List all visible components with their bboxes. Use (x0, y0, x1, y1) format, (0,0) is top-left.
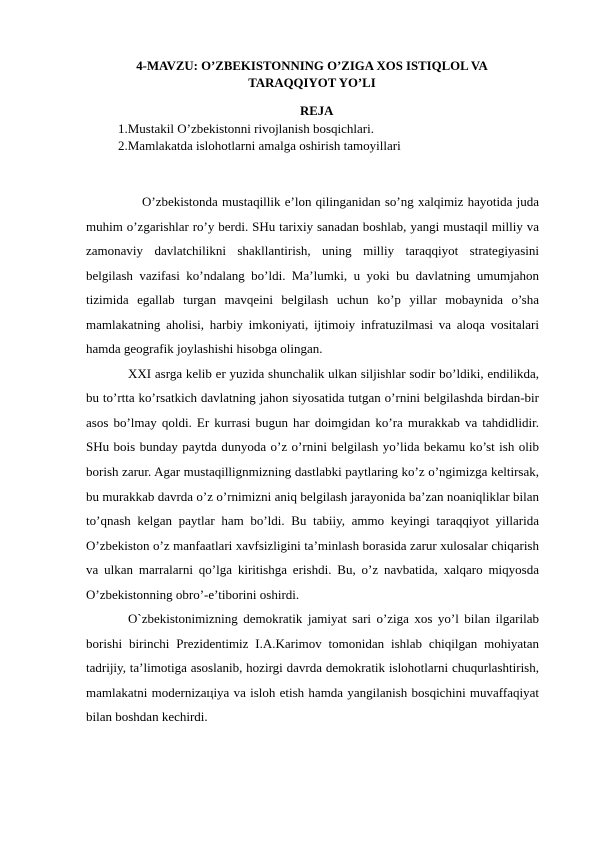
plan-item: 2.Mamlakatda islohotlarni amalga oshirish tamoyillari (118, 138, 401, 153)
paragraph: XXI asrga kelib er yuzida shunchalik ulkan siljishlar sodir bo’ldiki, endilikda, bu to’rtta ko’rsatkich davlatning jahon siyosatida tutgan o’rnini belgilashda birdan-bir asos bo’lmay qoldi. Er kurrasi bugun har doimgidan ko’ra murakkab va tahdidlidir. SHu bois bunday paytda dunyoda o’z o’rnini belgilash yo’lida bekamu ko’st ish olib borish zarur. Agar mustaqillignmizning dastlabki paytlaring ko’z o’ngimizga keltirsak, bu murakkab davrda o’z o’rnimizni aniq belgilash jarayonida ba’zan noaniqliklar bilan to’qnash kelgan paytlar ham bo’ldi. Bu tabiiy, ammo keyingi taraqqiyot yillarida O’zbekiston o’z manfaatlari xavfsizligini ta’minlash borasida zarur xulosalar chiqarish va ulkan marralarni qo’lga kiritishga erishdi. Bu, o’z navbatida, xalqaro miqyosda O’zbekistonning obro’-e’tiborini oshirdi. (86, 365, 539, 602)
body-text (86, 190, 539, 730)
paragraph: O’zbekistonda mustaqillik e’lon qilinganidan so’ng xalqimiz hayotida juda muhim o’zgarishlar ro’y berdi. SHu tarixiy sanadan boshlab, yangi mustaqil milliy va zamonaviy davlatchilikni shakllantirish, uning milliy taraqqiyot strategiyasini belgilash vazifasi ko’ndalang bo’ldi. Ma’lumki, u yoki bu davlatning umumjahon tizimida egallab turgan mavqeini belgilash uchun ko’p yillar mobaynida o’sha mamlakatning aholisi, harbiy imkoniyati, ijtimoiy infratuzilmasi va aloqa vositalari hamda geografik joylashishi hisobga olingan. (86, 194, 539, 357)
plan-label: REJA (300, 104, 334, 118)
document-title: 4-MAVZU: O’ZBEKISTONNING O’ZIGA XOS ISTIQLOL VA TARAQQIYOT YO’LI (136, 59, 488, 90)
paragraph: O`zbekistonimizning demokratik jamiyat sari o’ziga xos yo’l bilan ilgarilab borishi birinchi Prezidentimiz I.A.Karimov tomonidan ishlab chiqilgan mohiyatan tadrijiy, ta’limotiga asoslanib, hozirgi davrda demokratik islohotlarni chuqurlashtirish, mamlakatni modernizaцiya va isloh etish hamda yangilanish bosqichini muvaffaqiyat bilan boshdan kechirdi. (86, 611, 539, 725)
plan-list (118, 120, 401, 154)
plan-item: 1.Mustakil O’zbekistonni rivojlanish bosqichlari. (118, 121, 374, 136)
